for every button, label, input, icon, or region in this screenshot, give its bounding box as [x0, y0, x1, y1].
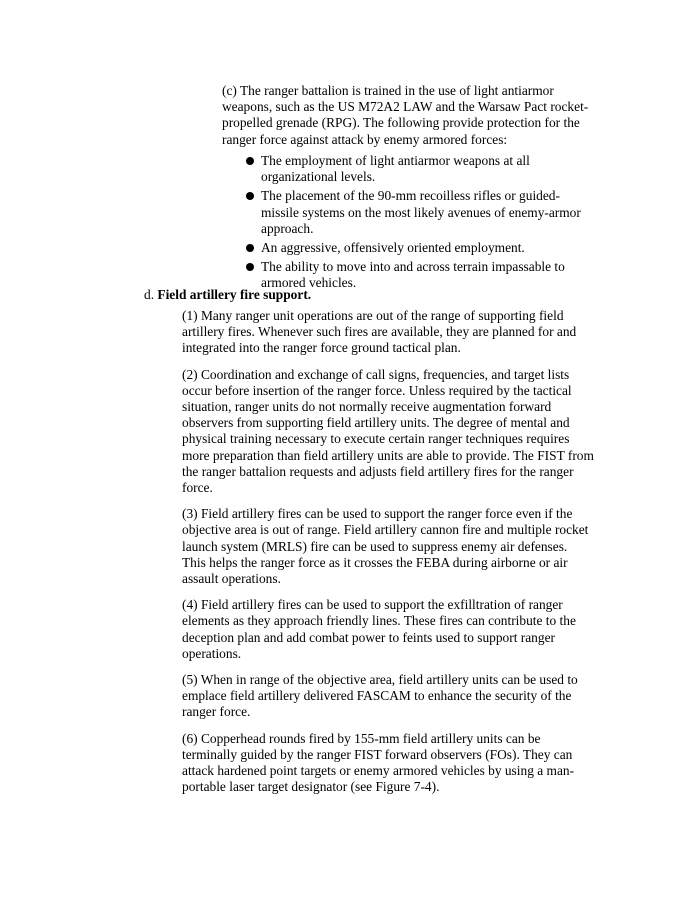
paragraph-4: (4) Field artillery fires can be used to support the exfilltration of ranger elements as they approach friendly lines. These fires can contribute to the deception plan and add combat power to feints used to support ranger operations. [182, 597, 576, 661]
bullet-item [242, 153, 594, 185]
bullet-text: An aggressive, offensively oriented employment. [261, 240, 525, 256]
paragraph-6: (6) Copperhead rounds fired by 155-mm field artillery units can be terminally guided by the ranger FIST forward observers (FOs). They can attack hardened point targets or enemy armored vehicles by using a man-portable laser target designator (see Figure 7-4). [182, 730, 575, 795]
bullet-dot-icon [246, 192, 254, 200]
paragraph-c: (c) The ranger battalion is trained in the use of light antiarmor weapons, such as the US M72A2 LAW and the Warsaw Pact rocket-propelled grenade (RPG). The following provide protection for the ranger force against attack by enemy armored forces: [222, 83, 589, 147]
paragraph-1: (1) Many ranger unit operations are out of the range of supporting field artillery fires. Whenever such fires are available, they are planned for and integrated into the ranger force ground tactical plan. [182, 308, 577, 356]
bullet-text: The employment of light antiarmor weapons at all organizational levels. [261, 153, 530, 185]
section-label: d. [144, 287, 155, 302]
paragraph-5: (5) When in range of the objective area, field artillery units can be used to emplace field artillery delivered FASCAM to enhance the security of the ranger force. [182, 672, 578, 720]
bullet-item [242, 188, 594, 237]
section-title: Field artillery fire support. [157, 287, 312, 302]
paragraph-3: (3) Field artillery fires can be used to support the ranger force even if the objective area is out of range. Field artillery cannon fire and multiple rocket launch system (MRLS) fire can be used to suppress enemy air defenses. This helps the ranger force as it crosses the FEBA during airborne or air assault operations. [182, 506, 589, 587]
bullet-text: The ability to move into and across terrain impassable to armored vehicles. [261, 259, 565, 291]
bullet-dot-icon [246, 157, 254, 165]
numbered-paragraphs [182, 308, 594, 805]
paragraph-2: (2) Coordination and exchange of call signs, frequencies, and target lists occur before insertion of the ranger force. Unless required by the tactical situation, ranger units do not normally receive augmentation forward observers from supporting field artillery units. The degree of mental and physical training necessary to execute certain ranger techniques requires more preparation than field artillery units are able to provide. The FIST from the ranger battalion requests and adjusts field artillery fires for the ranger force. [182, 366, 594, 496]
bullet-list [242, 153, 594, 295]
section-heading-d [144, 287, 594, 303]
bullet-item [242, 240, 594, 256]
bullet-dot-icon [246, 263, 254, 271]
bullet-text: The placement of the 90-mm recoilless rifles or guided-missile systems on the most likely avenues of enemy-armor approach. [261, 188, 581, 236]
bullet-dot-icon [246, 244, 254, 252]
